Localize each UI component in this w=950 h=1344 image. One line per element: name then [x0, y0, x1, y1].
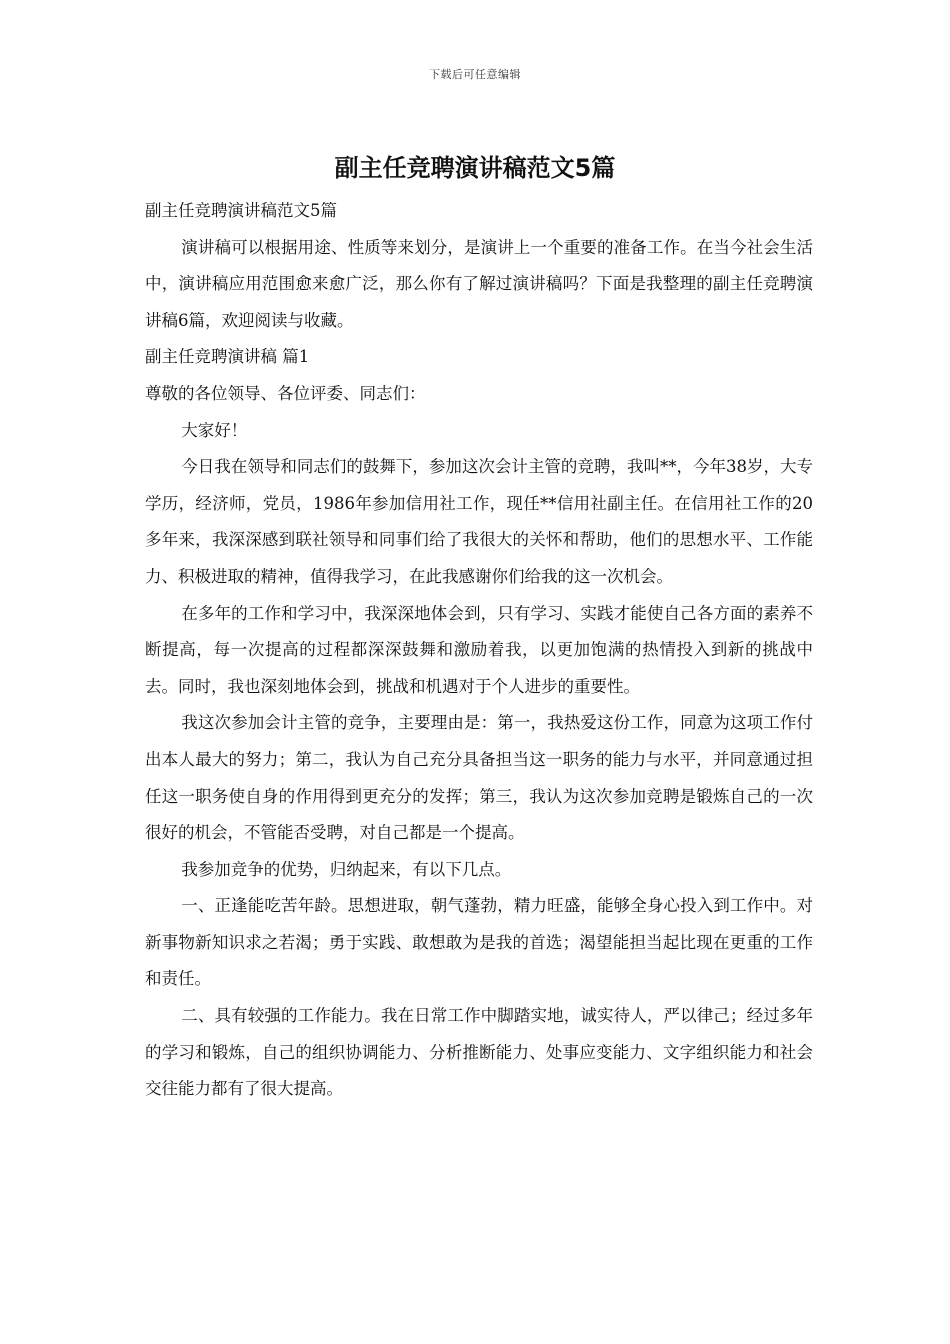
body-paragraph: 一、正逢能吃苦年龄。思想进取，朝气蓬勃，精力旺盛，能够全身心投入到工作中。对新事物新知识求之若渴；勇于实践、敢想敢为是我的首选；渴望能担当起比现在更重的工作和责任。	[145, 896, 813, 989]
body-paragraph: 大家好！	[181, 420, 248, 440]
header-note: 下载后可任意编辑	[429, 68, 521, 81]
body-paragraph: 副主任竞聘演讲稿 篇1	[145, 347, 310, 367]
body-paragraph: 在多年的工作和学习中，我深深地体会到，只有学习、实践才能使自己各方面的素养不断提高，每一次提高的过程都深深鼓舞和激励着我，以更加饱满的热情投入到新的挑战中去。同时，我也深刻地体会到，挑战和机遇对于个人进步的重要性。	[145, 603, 813, 696]
body-paragraph: 我参加竞争的优势，归纳起来，有以下几点。	[181, 859, 512, 879]
document-title: 副主任竞聘演讲稿范文5篇	[334, 154, 616, 182]
document-body	[145, 193, 813, 1108]
body-paragraph: 尊敬的各位领导、各位评委、同志们：	[145, 383, 426, 403]
body-paragraph: 副主任竞聘演讲稿范文5篇	[145, 201, 337, 220]
body-paragraph: 演讲稿可以根据用途、性质等来划分，是演讲上一个重要的准备工作。在当今社会生活中，演讲稿应用范围愈来愈广泛，那么你有了解过演讲稿吗？下面是我整理的副主任竞聘演讲稿6篇，欢迎阅读与收藏。	[145, 237, 813, 330]
body-paragraph: 今日我在领导和同志们的鼓舞下，参加这次会计主管的竞聘，我叫**，今年38岁，大专学历，经济师，党员，1986年参加信用社工作，现任**信用社副主任。在信用社工作的20多年来，我深深感到联社领导和同事们给了我很大的关怀和帮助，他们的思想水平、工作能力、积极进取的精神，值得我学习，在此我感谢你们给我的这一次机会。	[145, 457, 813, 586]
body-paragraph: 二、具有较强的工作能力。我在日常工作中脚踏实地，诚实待人，严以律己；经过多年的学习和锻炼，自己的组织协调能力、分析推断能力、处事应变能力、文字组织能力和社会交往能力都有了很大提高。	[145, 1006, 813, 1099]
body-paragraph: 我这次参加会计主管的竞争，主要理由是：第一，我热爱这份工作，同意为这项工作付出本人最大的努力；第二，我认为自己充分具备担当这一职务的能力与水平，并同意通过担任这一职务使自身的作用得到更充分的发挥；第三，我认为这次参加竞聘是锻炼自己的一次很好的机会，不管能否受聘，对自己都是一个提高。	[145, 713, 813, 843]
